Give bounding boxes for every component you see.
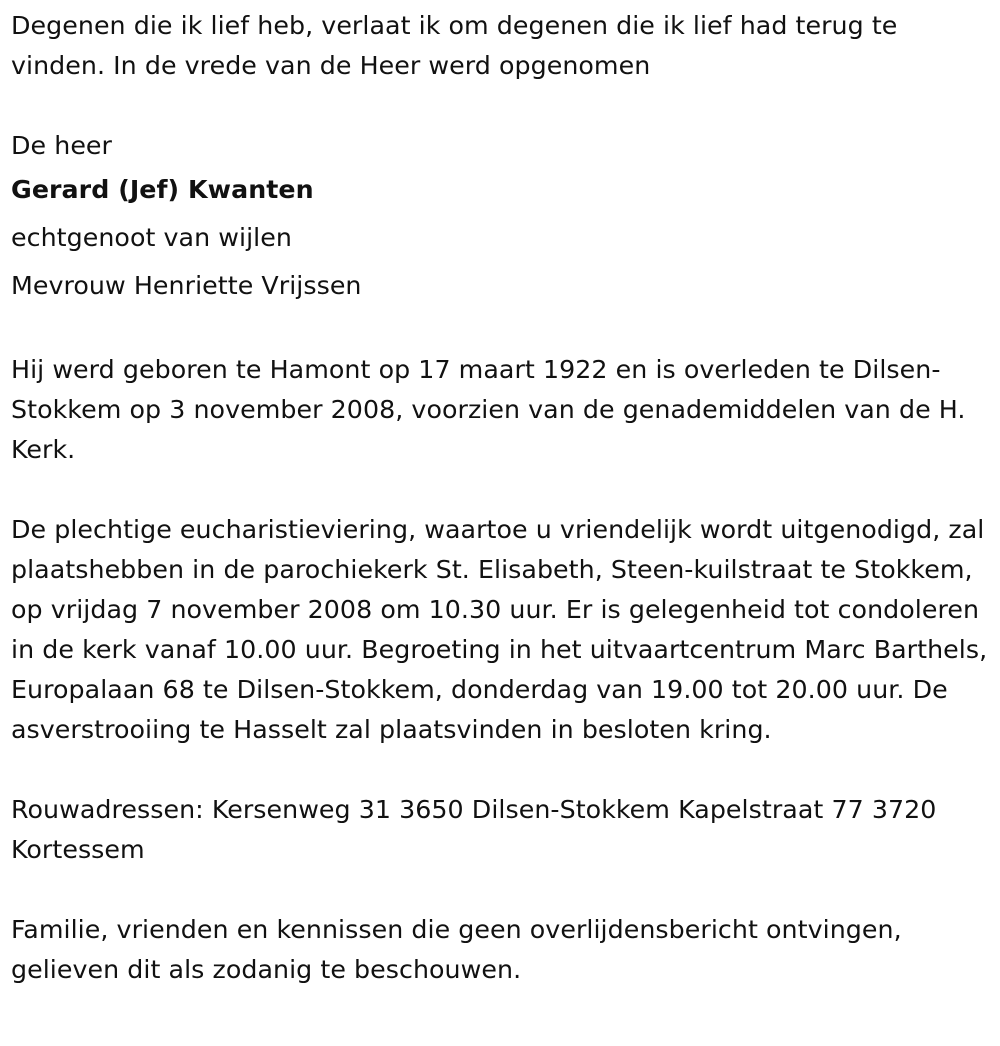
person-relation: echtgenoot van wijlen <box>11 223 292 252</box>
spouse-name: Mevrouw Henriette Vrijssen <box>11 271 362 300</box>
person-block <box>11 126 991 310</box>
birth-death-paragraph: Hij werd geboren te Hamont op 17 maart 1922 en is overleden te Dilsen-Stokkem op 3 november 2008, voorzien van de genademiddelen van de H. Kerk. <box>11 355 966 464</box>
person-title: De heer <box>11 131 112 160</box>
person-name: Gerard (Jef) Kwanten <box>11 175 314 204</box>
closing-paragraph: Familie, vrienden en kennissen die geen overlijdensbericht ontvingen, gelieven dit als zodanig te beschouwen. <box>11 915 902 984</box>
death-notice <box>11 6 991 1030</box>
ceremony-paragraph: De plechtige eucharistieviering, waartoe u vriendelijk wordt uitgenodigd, zal plaatshebben in de parochiekerk St. Elisabeth, Steen-kuilstraat te Stokkem, op vrijdag 7 november 2008 om 10.30 uur. Er is gelegenheid tot condoleren in de kerk vanaf 10.00 uur. Begroeting in het uitvaartcentrum Marc Barthels, Europalaan 68 te Dilsen-Stokkem, donderdag van 19.00 tot 20.00 uur. De asverstrooiing te Hasselt zal plaatsvinden in besloten kring. <box>11 515 988 744</box>
addresses-paragraph: Rouwadressen: Kersenweg 31 3650 Dilsen-Stokkem Kapelstraat 77 3720 Kortessem <box>11 795 937 864</box>
opening-paragraph: Degenen die ik lief heb, verlaat ik om degenen die ik lief had terug te vinden. In de vrede van de Heer werd opgenomen <box>11 11 898 80</box>
